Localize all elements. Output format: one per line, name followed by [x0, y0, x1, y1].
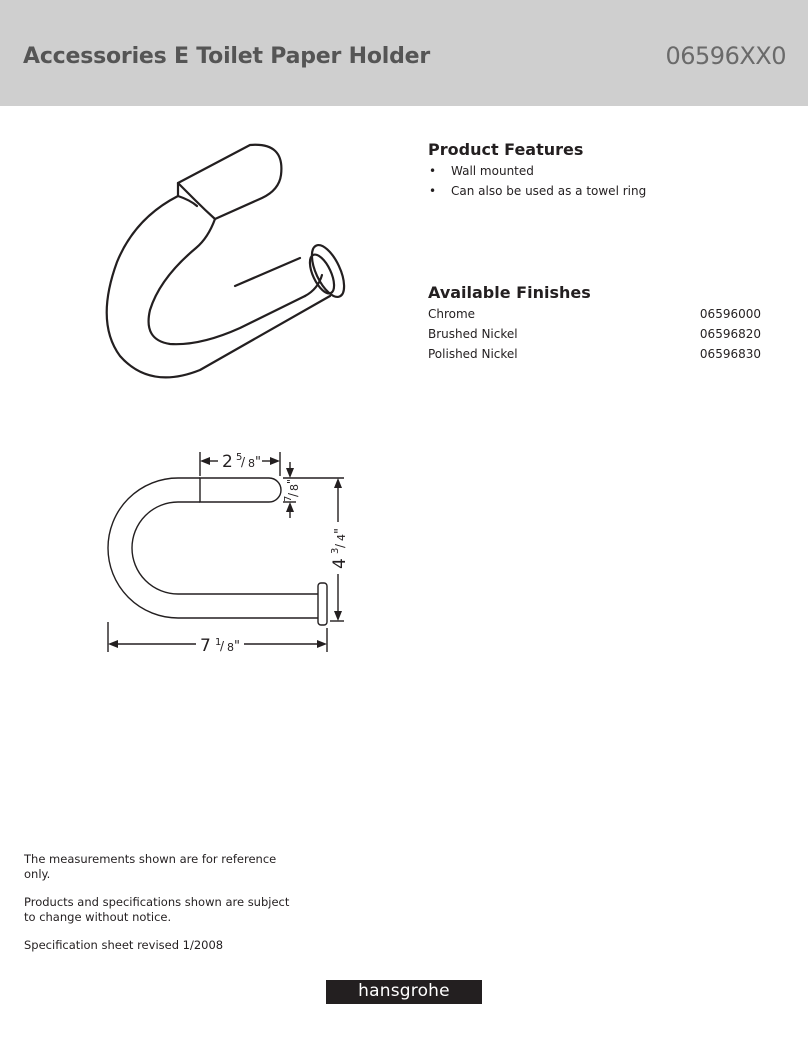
svg-text:/: / — [220, 639, 225, 653]
svg-text:5: 5 — [236, 452, 243, 463]
svg-text:7: 7 — [283, 495, 294, 502]
table-row — [428, 346, 761, 366]
svg-text:": " — [333, 528, 348, 534]
svg-text:7: 7 — [200, 636, 211, 656]
svg-text:8: 8 — [288, 484, 301, 491]
svg-text:": " — [285, 478, 298, 484]
features-list — [428, 163, 646, 203]
finish-code: 06596830 — [699, 347, 761, 361]
finish-name: Polished Nickel — [428, 347, 518, 361]
svg-text:8: 8 — [227, 641, 234, 654]
list-item: • Wall mounted — [429, 164, 534, 178]
depth-dimension-label — [222, 452, 261, 472]
finish-name: Brushed Nickel — [428, 327, 518, 341]
features-title: Product Features — [428, 140, 584, 159]
table-row — [428, 306, 761, 326]
height-dimension-label — [330, 528, 350, 569]
svg-text:2: 2 — [222, 452, 233, 472]
table-row — [428, 326, 761, 346]
svg-text:8: 8 — [248, 457, 255, 470]
bullet-icon: • — [429, 184, 437, 198]
thickness-dimension-label — [283, 479, 301, 502]
note-change: Products and specifications shown are subject to change without notice. — [24, 895, 290, 924]
svg-text:": " — [234, 639, 240, 654]
svg-text:": " — [255, 455, 261, 470]
svg-text:3: 3 — [330, 547, 341, 554]
disclaimer-notes — [24, 852, 294, 966]
finish-code: 06596000 — [699, 307, 761, 321]
svg-text:/: / — [241, 455, 246, 469]
note-revision: Specification sheet revised 1/2008 — [24, 938, 224, 952]
finishes-table — [428, 306, 761, 366]
note-reference: The measurements shown are for reference only. — [24, 852, 277, 881]
finish-name: Chrome — [428, 307, 476, 321]
width-dimension-label — [200, 636, 240, 656]
svg-text:/: / — [286, 492, 300, 497]
brand-logo: hansgrohe — [326, 980, 482, 1004]
svg-text:4: 4 — [330, 558, 350, 569]
list-item: • Can also be used as a towel ring — [429, 184, 647, 198]
product-code: 06596XX0 — [665, 42, 786, 70]
finish-code: 06596820 — [699, 327, 761, 341]
finishes-title: Available Finishes — [428, 283, 591, 302]
bullet-icon: • — [429, 164, 437, 178]
page-title: Accessories E Toilet Paper Holder — [23, 44, 431, 69]
svg-text:4: 4 — [335, 534, 348, 541]
svg-text:1: 1 — [215, 637, 222, 648]
svg-text:/: / — [333, 543, 347, 548]
